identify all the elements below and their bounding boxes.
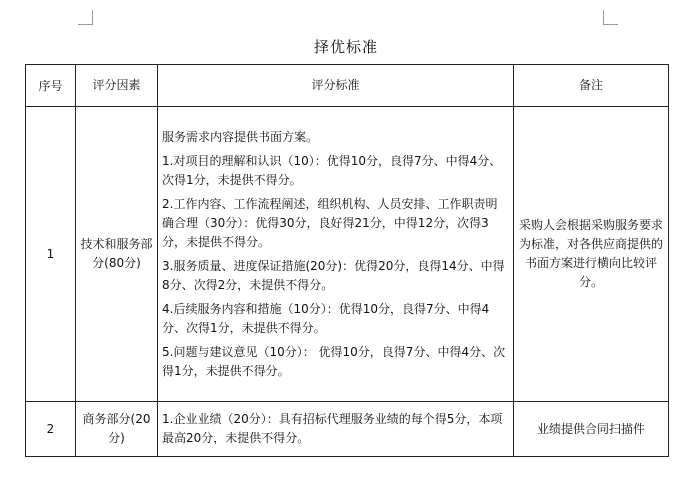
row-criteria — [158, 107, 514, 402]
page-corner-mark-right — [603, 10, 618, 25]
criteria-item: 1.对项目的理解和认识（10）：优得10分，良得7分、中得4分、次得1分，未提供不得分。 — [162, 153, 502, 187]
header-no: 序号 — [26, 65, 76, 107]
scoring-table — [25, 64, 669, 457]
criteria-item: 5.问题与建议意见（10分）： 优得10分，良得7分、中得4分、次得1分，未提供不得分。 — [162, 344, 506, 378]
header-factor: 评分因素 — [76, 65, 158, 107]
criteria-item: 1.企业业绩（20分）：具有招标代理服务业绩的每个得5分，本项最高20分，未提供不得分。 — [162, 412, 503, 445]
row-factor: 商务部分(20分) — [76, 402, 158, 457]
header-criteria: 评分标准 — [158, 65, 514, 107]
criteria-item: 2.工作内容、工作流程阐述，组织机构、人员安排、工作职责明确合理（30分）：优得30分，良好得21分，中得12分，次得3分，未提供不得分。 — [162, 196, 498, 249]
page-corner-mark-left — [78, 10, 93, 25]
document-title: 择优标准 — [313, 38, 378, 56]
row-no: 2 — [26, 402, 76, 457]
row-no: 1 — [26, 107, 76, 402]
header-note: 备注 — [514, 65, 669, 107]
table-row — [26, 402, 669, 457]
table-header-row — [26, 65, 669, 107]
row-note: 业绩提供合同扫描件 — [514, 402, 669, 457]
row-note: 采购人会根据采购服务要求为标准，对各供应商提供的书面方案进行横向比较评分。 — [514, 107, 669, 402]
criteria-item: 服务需求内容提供书面方案。 — [162, 129, 319, 144]
criteria-item: 4.后续服务内容和措施（10分）：优得10分，良得7分、中得4分、次得1分，未提供不得分。 — [162, 301, 490, 335]
row-factor: 技术和服务部分(80分) — [76, 107, 158, 402]
criteria-item: 3.服务质量、进度保证措施(20分)：优得20分，良得14分、中得8分、次得2分，未提供不得分。 — [162, 258, 505, 292]
row-criteria — [158, 402, 514, 457]
table-row — [26, 107, 669, 402]
